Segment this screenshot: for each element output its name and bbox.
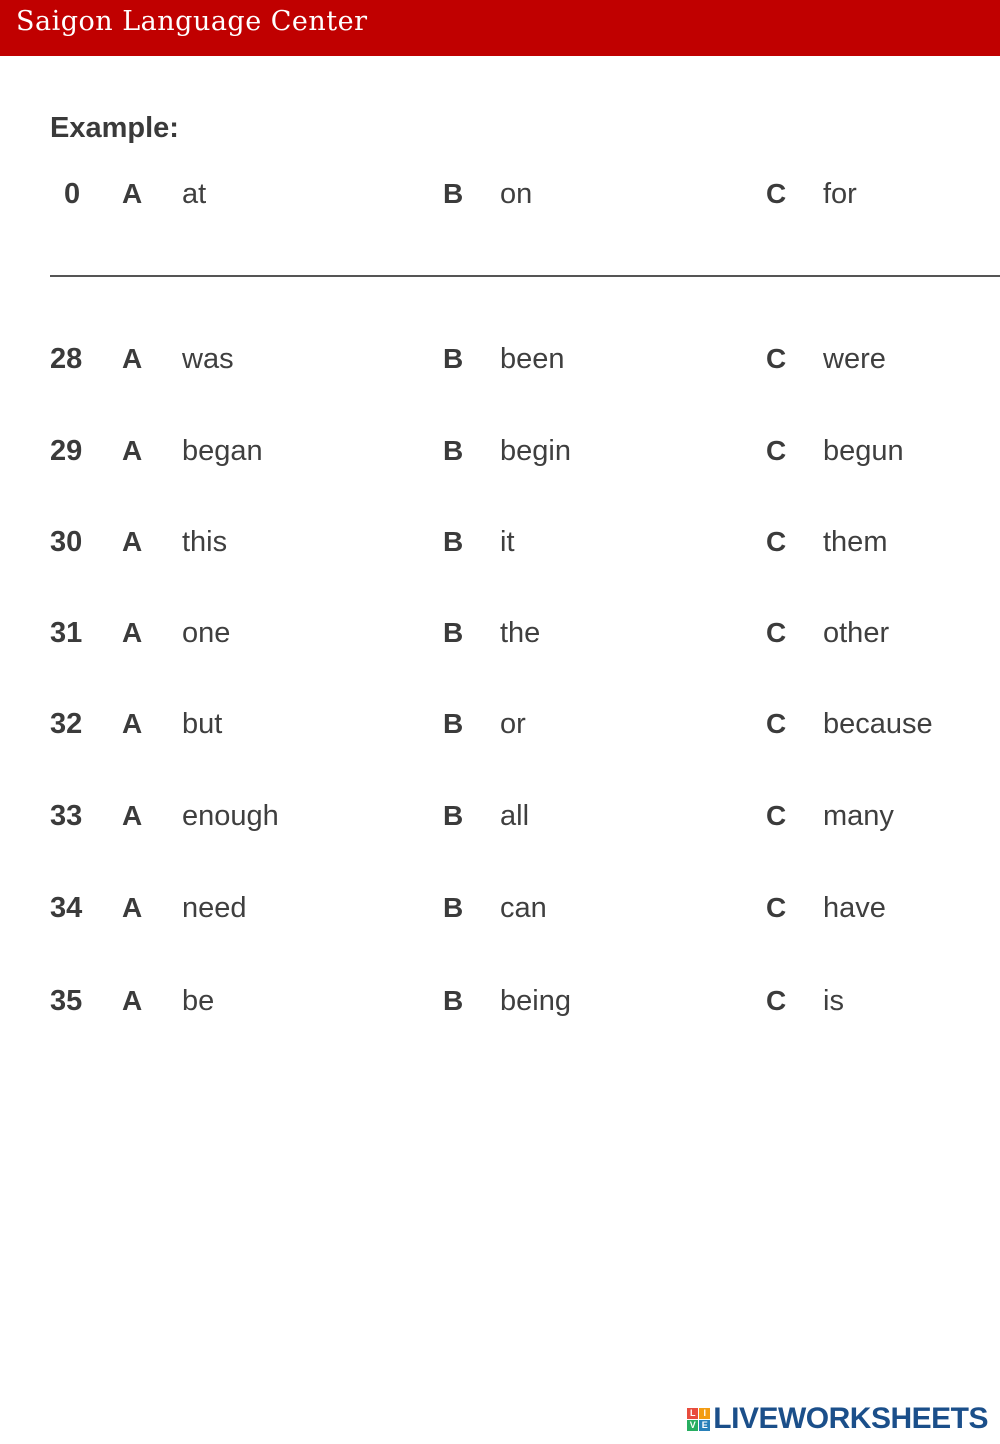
question-row	[0, 343, 1000, 383]
option-a-word[interactable]: but	[182, 708, 223, 740]
header-bar	[0, 0, 1000, 56]
option-c-word[interactable]: other	[823, 617, 890, 649]
option-c-word[interactable]: them	[823, 526, 888, 558]
option-c-letter: C	[766, 435, 787, 466]
option-b-word[interactable]: been	[500, 343, 565, 375]
question-row	[0, 526, 1000, 566]
option-b-letter: B	[443, 985, 464, 1016]
page-title: Saigon Language Center	[16, 6, 368, 37]
question-number: 33	[50, 800, 83, 832]
option-b-letter: B	[443, 617, 464, 648]
option-c-letter: C	[766, 343, 787, 374]
question-row	[0, 800, 1000, 840]
option-b-word[interactable]: begin	[500, 435, 571, 467]
option-b-word[interactable]: on	[500, 178, 533, 210]
option-c-letter: C	[766, 892, 787, 923]
divider-line	[50, 275, 1000, 277]
brand-logo	[687, 1403, 988, 1435]
brand-icon-letter: V	[687, 1420, 698, 1431]
brand-icon-letter: E	[699, 1420, 710, 1431]
option-a-word[interactable]: at	[182, 178, 207, 210]
option-c-letter: C	[766, 178, 787, 209]
option-b-letter: B	[443, 800, 464, 831]
option-b-letter: B	[443, 343, 464, 374]
option-b-letter: B	[443, 892, 464, 923]
option-c-word[interactable]: were	[823, 343, 886, 375]
question-row	[0, 708, 1000, 748]
option-c-word[interactable]: many	[823, 800, 894, 832]
question-number: 34	[50, 892, 83, 924]
brand-text: LIVEWORKSHEETS	[713, 1402, 988, 1435]
option-a-letter: A	[122, 435, 143, 466]
option-a-letter: A	[122, 708, 143, 739]
option-b-word[interactable]: being	[500, 985, 571, 1017]
option-a-letter: A	[122, 178, 143, 209]
brand-icon-letter: I	[699, 1408, 710, 1419]
option-b-word[interactable]: or	[500, 708, 526, 740]
brand-icon-letter: L	[687, 1408, 698, 1419]
option-b-letter: B	[443, 435, 464, 466]
option-b-word[interactable]: can	[500, 892, 547, 924]
option-c-letter: C	[766, 526, 787, 557]
option-a-word[interactable]: be	[182, 985, 215, 1017]
option-a-letter: A	[122, 800, 143, 831]
question-row	[0, 617, 1000, 657]
option-c-word[interactable]: because	[823, 708, 933, 740]
question-number: 28	[50, 343, 83, 375]
option-a-word[interactable]: need	[182, 892, 247, 924]
question-number: 0	[64, 178, 81, 210]
option-c-word[interactable]: for	[823, 178, 857, 210]
option-c-word[interactable]: is	[823, 985, 844, 1017]
option-b-letter: B	[443, 178, 464, 209]
option-c-letter: C	[766, 800, 787, 831]
option-b-letter: B	[443, 708, 464, 739]
option-a-letter: A	[122, 892, 143, 923]
question-row	[0, 985, 1000, 1025]
option-a-word[interactable]: this	[182, 526, 228, 558]
option-a-word[interactable]: one	[182, 617, 231, 649]
liveworksheets-icon	[687, 1408, 710, 1431]
question-number: 35	[50, 985, 83, 1017]
option-a-letter: A	[122, 526, 143, 557]
option-c-letter: C	[766, 708, 787, 739]
question-number: 30	[50, 526, 83, 558]
option-a-letter: A	[122, 617, 143, 648]
option-a-word[interactable]: enough	[182, 800, 279, 832]
question-number: 32	[50, 708, 83, 740]
option-b-word[interactable]: the	[500, 617, 541, 649]
option-a-word[interactable]: began	[182, 435, 263, 467]
option-a-word[interactable]: was	[182, 343, 234, 375]
option-c-word[interactable]: have	[823, 892, 886, 924]
option-c-word[interactable]: begun	[823, 435, 904, 467]
question-number: 29	[50, 435, 83, 467]
option-c-letter: C	[766, 617, 787, 648]
example-row	[0, 178, 1000, 218]
question-row	[0, 892, 1000, 932]
option-c-letter: C	[766, 985, 787, 1016]
question-row	[0, 435, 1000, 475]
option-a-letter: A	[122, 343, 143, 374]
option-b-letter: B	[443, 526, 464, 557]
option-b-word[interactable]: it	[500, 526, 515, 558]
example-label: Example:	[50, 112, 179, 144]
option-a-letter: A	[122, 985, 143, 1016]
option-b-word[interactable]: all	[500, 800, 530, 832]
question-number: 31	[50, 617, 83, 649]
